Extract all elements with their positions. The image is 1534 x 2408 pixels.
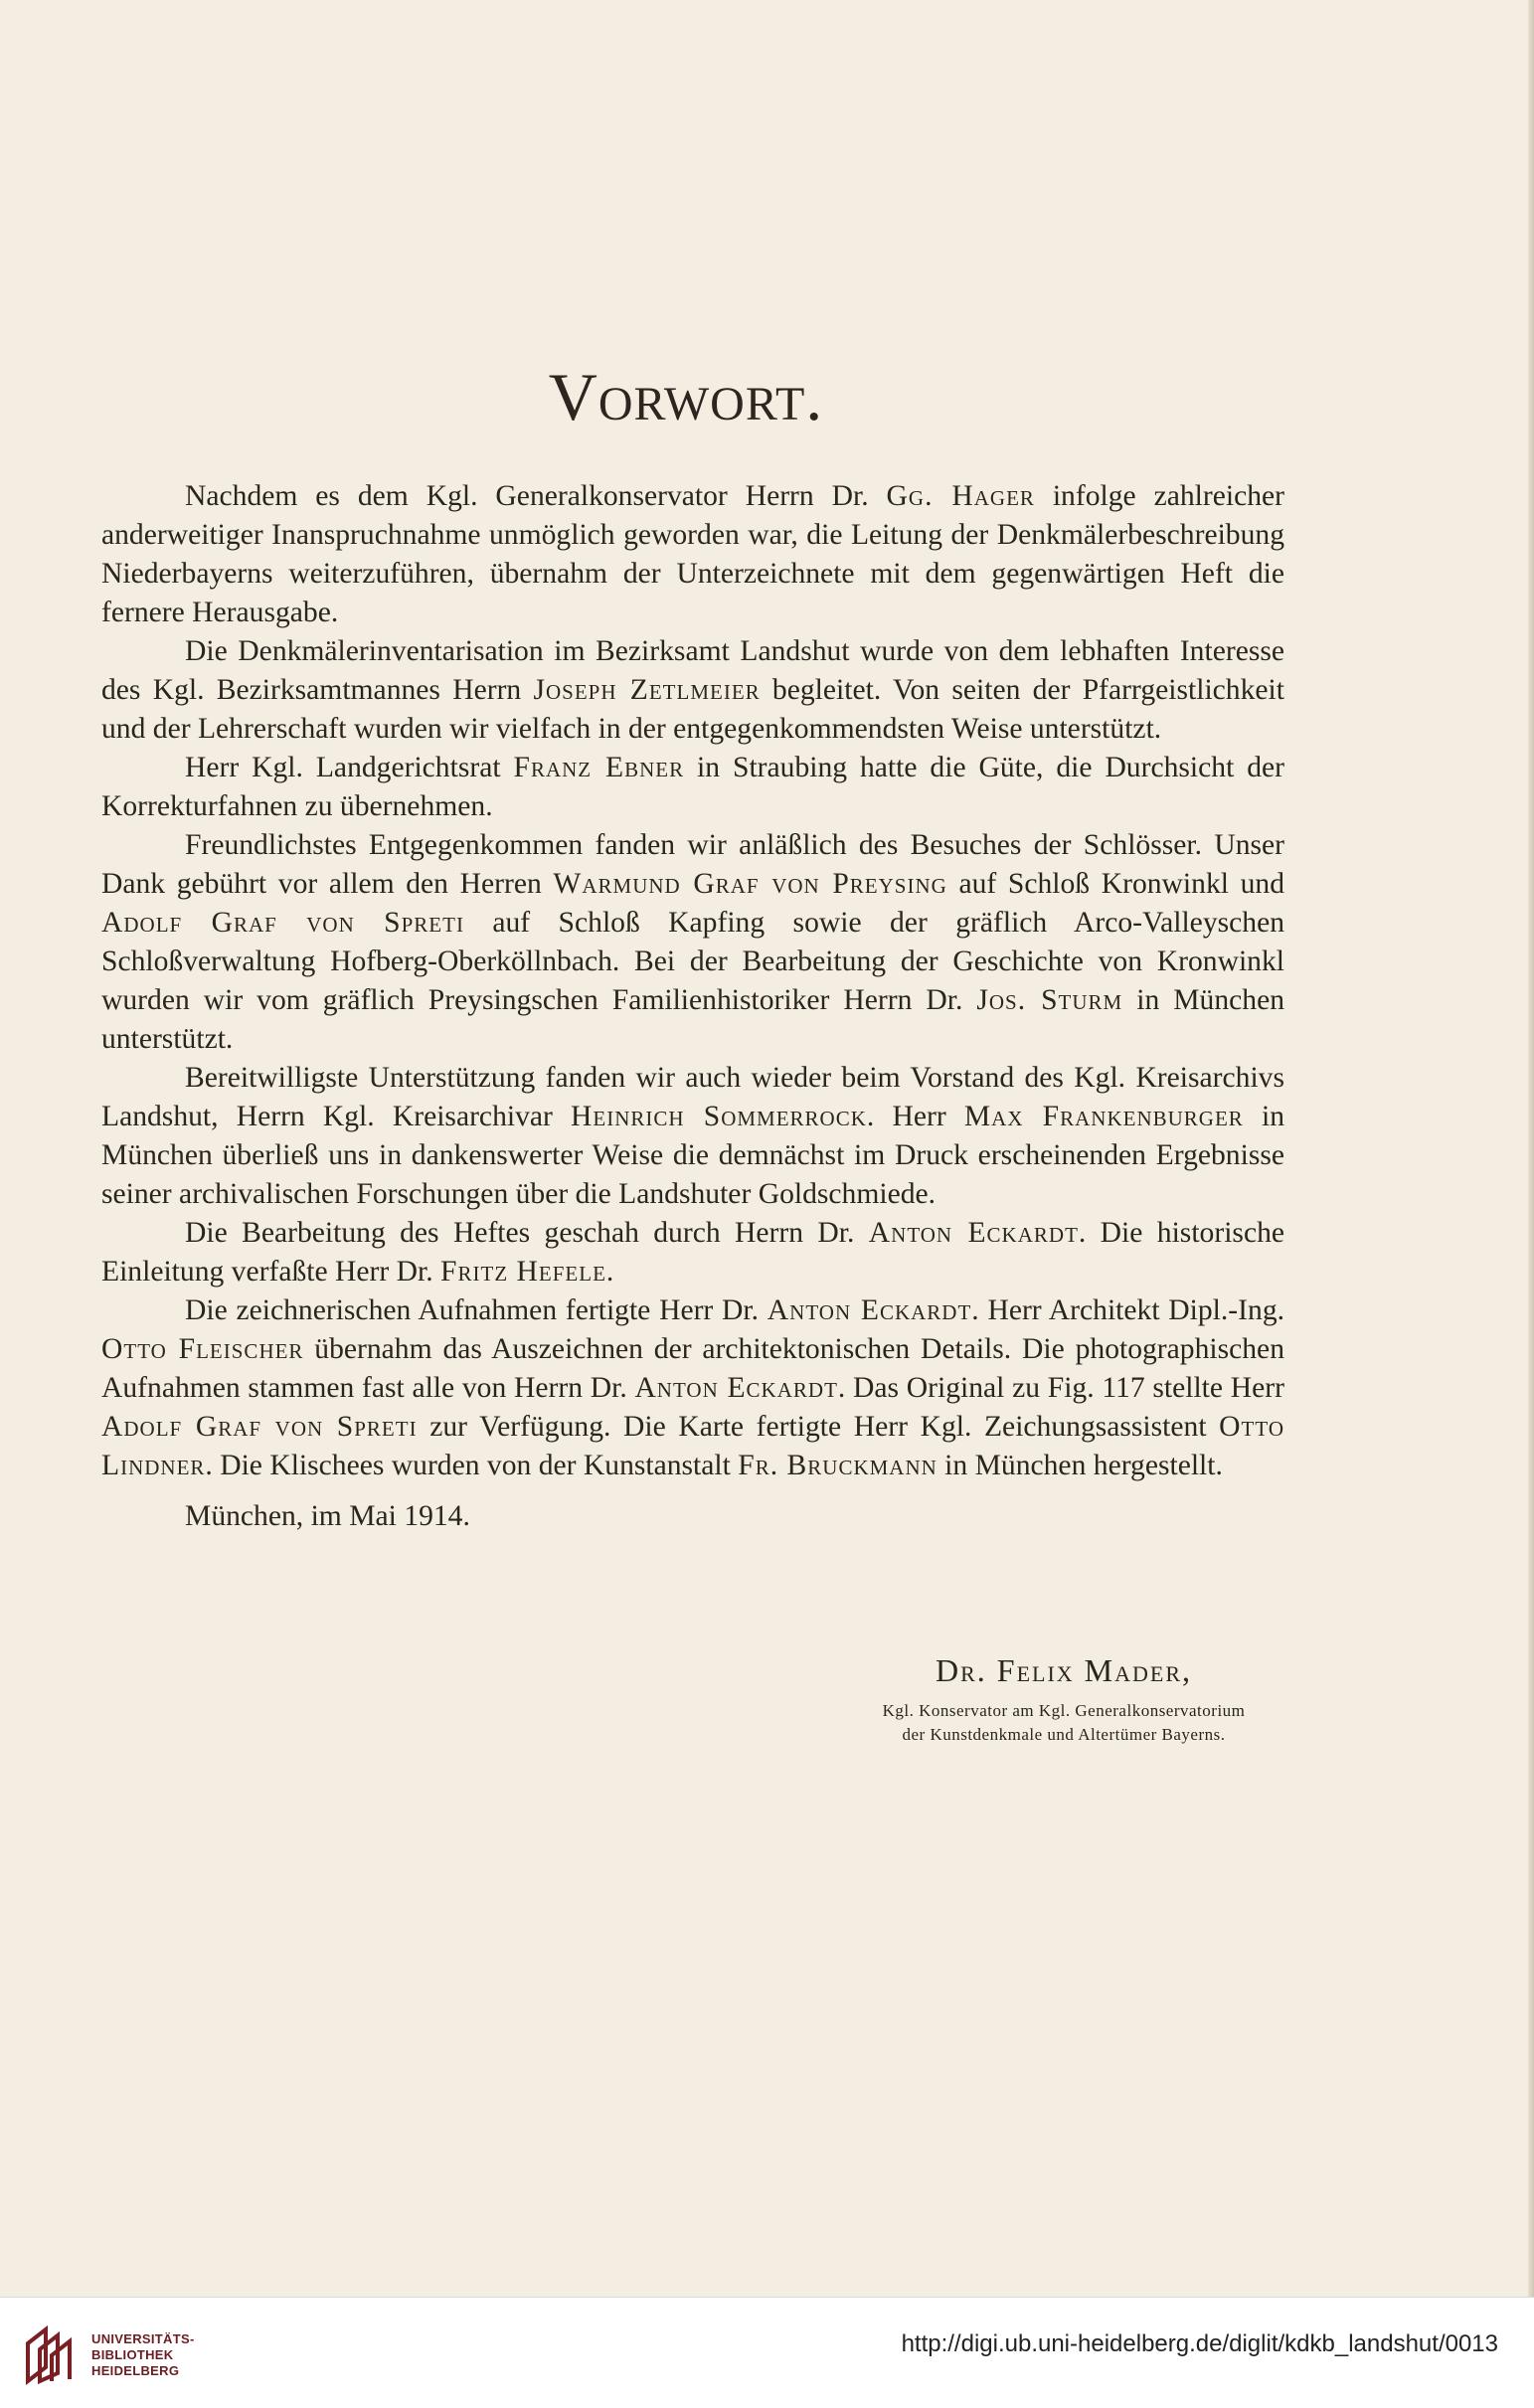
preface-paragraph (101, 1059, 1284, 1214)
paragraph-text: Nachdem es dem Kgl. Generalkonservator Herrn Dr. (185, 480, 887, 512)
person-name: Fritz Hefele (440, 1256, 606, 1288)
paragraph-text: übernahm das Auszeichnen der architektonischen Details. Die photographischen Aufnahmen stammen fast alle von Herrn Dr. (101, 1333, 1284, 1404)
paragraph-text: . Die Klischees wurden von der Kunstanstalt (205, 1450, 739, 1481)
person-name: Gg. Hager (886, 480, 1035, 512)
person-name: Joseph Zetlmeier (533, 674, 761, 706)
paragraph-text: Die Bearbeitung des Heftes geschah durch Herrn Dr. (185, 1217, 869, 1249)
library-name-line-3: HEIDELBERG (91, 2363, 180, 2378)
page-title: Vorwort. (548, 359, 824, 434)
paragraph-text: zur Verfügung. Die Karte fertigte Herr Kgl. Zeichungsassistent (417, 1411, 1220, 1443)
person-name: Anton Eckardt (868, 1217, 1079, 1249)
preface-paragraph (101, 1291, 1284, 1485)
paragraph-text: . Die historische Einleitung verfaßte Herr Dr. (101, 1217, 1285, 1288)
viewer-footer (0, 2297, 1534, 2408)
paragraph-text: auf Schloß Kronwinkl und (946, 868, 1284, 900)
person-name: Anton Eckardt (767, 1294, 972, 1326)
person-name: Adolf Graf von Spreti (101, 1411, 418, 1443)
paragraph-text: begleitet. Von seiten der Pfarrgeistlichkeit und der Lehrerschaft wurden wir vielfach in der entgegenkommendsten Weise unterstützt. (101, 674, 1284, 745)
preface-paragraph (101, 632, 1284, 749)
paragraph-text: Bereitwilligste Unterstützung fanden wir auch wieder beim Vorstand des Kgl. Kreisarchivs Landshut, Herrn Kgl. Kreisarchivar (101, 1062, 1284, 1132)
person-name: Jos. Sturm (976, 984, 1123, 1016)
preface-paragraph (101, 826, 1284, 1059)
person-name: Anton Eckardt (634, 1372, 838, 1404)
paragraph-list (101, 477, 1284, 1485)
person-name: Warmund Graf von Preysing (553, 868, 947, 900)
library-name-line-2: BIBLIOTHEK (91, 2347, 174, 2362)
paragraph-text: in München hergestellt. (937, 1450, 1223, 1481)
paragraph-text: infolge zahlreicher anderweitiger Inanspruchnahme unmöglich geworden war, die Leitung der Denkmälerbeschreibung Niederbayerns weiterzuführen, übernahm der Unterzeichnete mit dem gegenwärtigen Heft die fernere Herausgabe. (101, 480, 1284, 628)
person-name: Fr. Bruckmann (738, 1450, 937, 1481)
paragraph-text: . Das Original zu Fig. 117 stellte Herr (837, 1372, 1284, 1404)
preface-paragraph (101, 477, 1284, 632)
person-name: Max Frankenburger (963, 1101, 1244, 1132)
person-name: Adolf Graf von Spreti (101, 907, 464, 939)
paragraph-text: in München unterstützt. (101, 984, 1285, 1055)
person-name: Franz Ebner (513, 752, 685, 783)
library-name[interactable] (91, 2331, 195, 2379)
paragraph-text: Herr Kgl. Landgerichtsrat (185, 752, 514, 783)
paragraph-text: . Herr Architekt Dipl.-Ing. (971, 1294, 1285, 1326)
signature-block (845, 1652, 1282, 1747)
preface-paragraph (101, 749, 1284, 826)
paragraph-text: in Straubing hatte die Güte, die Durchsicht der Korrekturfahnen zu übernehmen. (101, 752, 1284, 822)
dateline: München, im Mai 1914. (185, 1500, 470, 1532)
permalink-url[interactable]: http://digi.ub.uni-heidelberg.de/diglit/kdkb_landshut/0013 (901, 2330, 1498, 2357)
person-name: Otto Lindner (101, 1411, 1284, 1481)
paragraph-text: Die Denkmälerinventarisation im Bezirksamt Landshut wurde von dem lebhaften Interesse des Kgl. Bezirksamtmannes Herrn (101, 635, 1284, 706)
signature-title-line-2: der Kunstdenkmale und Altertümer Bayerns. (902, 1725, 1226, 1744)
paragraph-text: . Herr (866, 1101, 964, 1132)
paragraph-text: Die zeichnerischen Aufnahmen fertigte Herr Dr. (185, 1294, 767, 1326)
paragraph-text: . (605, 1256, 614, 1288)
person-name: Otto Fleischer (101, 1333, 304, 1365)
paragraph-text: Freundlichstes Entgegenkommen fanden wir anläßlich des Besuches der Schlösser. Unser Dank gebührt vor allem den Herren (101, 829, 1284, 900)
paragraph-text: in München überließ uns in dankenswerter Weise die demnächst im Druck erscheinenden Ergebnisse seiner archivalischen Forschungen über die Landshuter Goldschmiede. (101, 1101, 1284, 1210)
preface-paragraph (101, 1214, 1284, 1291)
preface-body (101, 477, 1284, 1536)
library-name-line-1: UNIVERSITÄTS- (91, 2331, 195, 2346)
signature-title-line-1: Kgl. Konservator am Kgl. Generalkonservatorium (882, 1701, 1246, 1720)
signature-name: Dr. Felix Mader, (935, 1652, 1192, 1688)
page-edge (1528, 0, 1534, 2297)
person-name: Heinrich Sommerrock (571, 1101, 867, 1132)
paragraph-text: auf Schloß Kapfing sowie der gräflich Arco-Valleyschen Schloßverwaltung Hofberg-Oberköllnbach. Bei der Bearbeitung der Geschichte von Kronwinkl wurden wir vom gräflich Preysingschen Familienhistoriker Herrn Dr. (101, 907, 1284, 1016)
library-logo-icon[interactable] (22, 2323, 80, 2385)
